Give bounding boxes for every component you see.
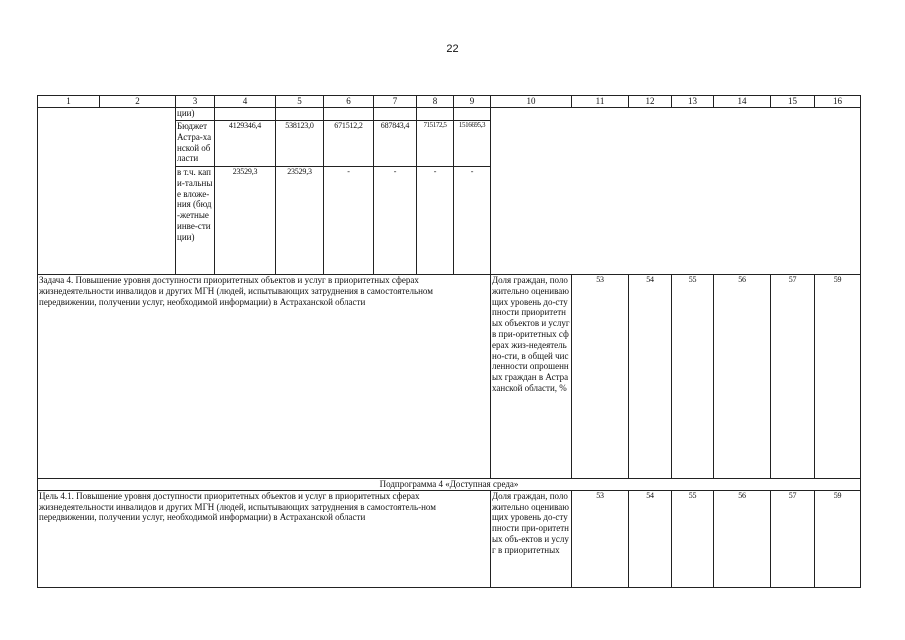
empty-cell <box>374 108 417 121</box>
column-number: 11 <box>572 96 629 108</box>
task-4-value: 53 <box>572 275 629 479</box>
task-4-value: 56 <box>714 275 771 479</box>
budget-value: 687843,4 <box>374 121 417 167</box>
empty-cell <box>491 108 861 275</box>
column-number: 9 <box>454 96 491 108</box>
task-4-value: 59 <box>815 275 861 479</box>
goal-4-1-value: 54 <box>629 490 672 587</box>
task-4-text: Задача 4. Повышение уровня доступности приоритетных объектов и услуг в приоритетных сферах жизнедеятельности инвалидов и других МГН (людей, испытывающих затруднения в самостоятельном передвижении, получении услуг, необходимой информации) в Астраханской области <box>38 275 491 479</box>
capital-investment-value: - <box>417 167 454 275</box>
budget-value: 1516695,3 <box>454 121 491 167</box>
empty-cell <box>38 108 176 275</box>
column-number: 8 <box>417 96 454 108</box>
carry-over-text: ции) <box>176 108 215 121</box>
column-number: 15 <box>771 96 815 108</box>
goal-4-1-value: 56 <box>714 490 771 587</box>
budget-value: 715172,5 <box>417 121 454 167</box>
column-number: 1 <box>38 96 100 108</box>
column-number: 6 <box>324 96 374 108</box>
empty-cell <box>215 108 276 121</box>
capital-investment-value: - <box>324 167 374 275</box>
subprogram-row <box>38 479 861 491</box>
capital-investment-value: - <box>374 167 417 275</box>
budget-value: 538123,0 <box>276 121 324 167</box>
goal-4-1-value: 57 <box>771 490 815 587</box>
goal-4-1-value: 55 <box>672 490 714 587</box>
task-4-row <box>38 275 861 479</box>
task-4-indicator: Доля граждан, положительно оценивающих уровень до-ступности приоритетных объектов и услуг в при-оритетных сферах жиз-недеятельно-сти, в общей численности опрошенных граждан в Астраханской области, % <box>491 275 572 479</box>
column-number: 2 <box>100 96 176 108</box>
capital-investment-value: 23529,3 <box>215 167 276 275</box>
capital-investment-value: - <box>454 167 491 275</box>
task-4-value: 55 <box>672 275 714 479</box>
task-4-value: 54 <box>629 275 672 479</box>
capital-investment-label: в т.ч. капи-тальные вложе-ния (бюд-жетные инве-стиции) <box>176 167 215 275</box>
column-number-row <box>38 96 861 108</box>
goal-4-1-value: 59 <box>815 490 861 587</box>
goal-4-1-row <box>38 490 861 587</box>
carry-over-row <box>38 108 861 121</box>
indicator-table <box>37 95 861 588</box>
empty-cell <box>454 108 491 121</box>
empty-cell <box>417 108 454 121</box>
column-number: 12 <box>629 96 672 108</box>
budget-label: Бюджет Астра-ханской области <box>176 121 215 167</box>
page-number: 22 <box>446 43 459 55</box>
goal-4-1-value: 53 <box>572 490 629 587</box>
goal-4-1-indicator: Доля граждан, положительно оценивающих уровень до-ступности при-оритетных объ-ектов и услуг в приоритетных <box>491 490 572 587</box>
empty-cell <box>324 108 374 121</box>
empty-cell <box>276 108 324 121</box>
task-4-value: 57 <box>771 275 815 479</box>
column-number: 5 <box>276 96 324 108</box>
capital-investment-value: 23529,3 <box>276 167 324 275</box>
budget-value: 4129346,4 <box>215 121 276 167</box>
column-number: 3 <box>176 96 215 108</box>
column-number: 10 <box>491 96 572 108</box>
column-number: 4 <box>215 96 276 108</box>
column-number: 7 <box>374 96 417 108</box>
budget-value: 671512,2 <box>324 121 374 167</box>
column-number: 13 <box>672 96 714 108</box>
column-number: 16 <box>815 96 861 108</box>
subprogram-title: Подпрограмма 4 «Доступная среда» <box>38 479 861 491</box>
goal-4-1-text: Цель 4.1. Повышение уровня доступности приоритетных объектов и услуг в приоритетных сферах жизнедеятельности инвалидов и других МГН (людей, испытывающих затруднения в самостоятель-ном передвижении, получении услуг, необходимой информации) в Астраханской области <box>38 490 491 587</box>
column-number: 14 <box>714 96 771 108</box>
